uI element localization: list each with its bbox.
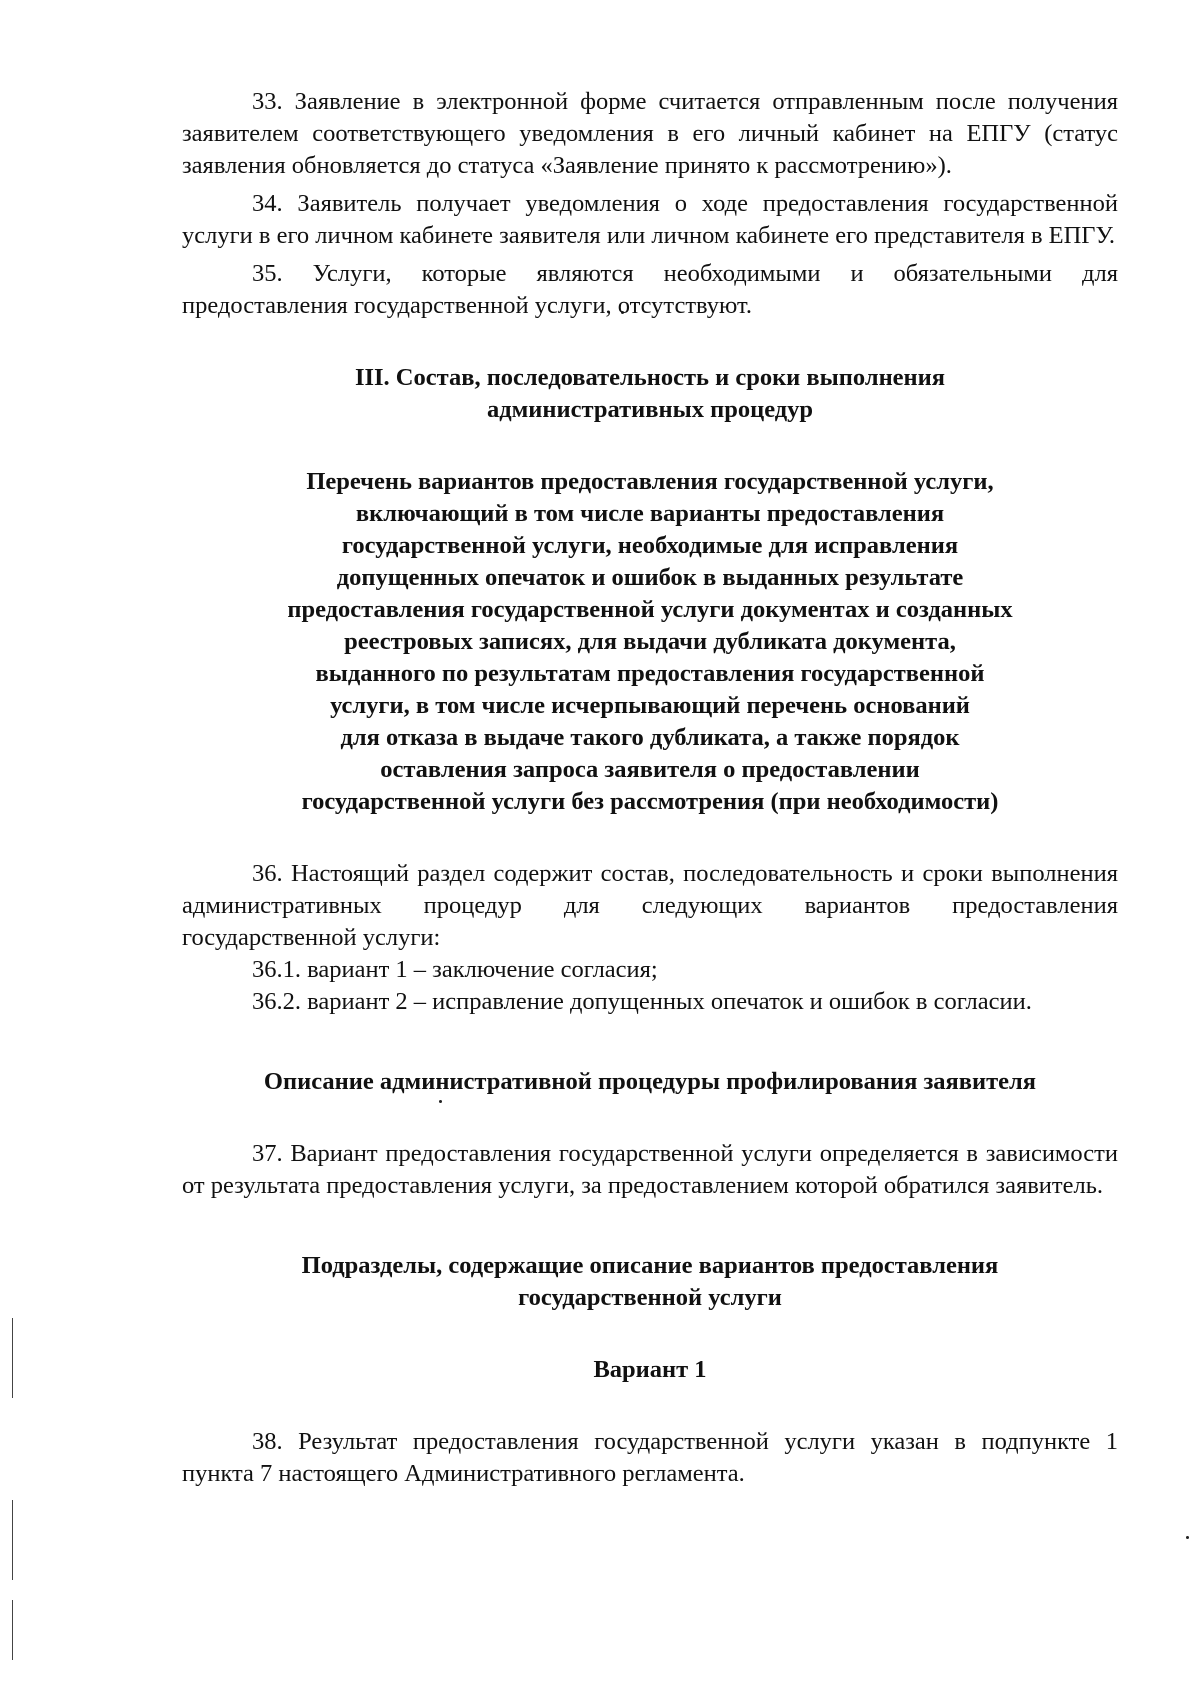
subsection-heading-line: реестровых записях, для выдачи дубликата документа, (344, 628, 956, 655)
subsection-heading-line: предоставления государственной услуги документах и созданных (287, 596, 1013, 623)
paragraph-33: 33. Заявление в электронной форме считается отправленным после получения заявителем соответствующего уведомления в его личный кабинет на ЕПГУ (статус заявления обновляется до статуса «Заявление принято к рассмотрению»). (182, 88, 1118, 179)
section-heading-line-2: административных процедур (486, 396, 814, 423)
subsection-heading-line: государственной услуги без рассмотрения (при необходимости) (301, 788, 999, 815)
scan-edge-mark (12, 1318, 13, 1398)
subsection-heading-line: государственной услуги, необходимые для исправления (341, 532, 959, 559)
subsection-heading-line: оставления запроса заявителя о предоставлении (380, 756, 920, 783)
subsections-heading-line-1: Подразделы, содержащие описание вариантов предоставления (301, 1252, 999, 1279)
scan-speck (1186, 1536, 1189, 1539)
paragraph-35: 35. Услуги, которые являются необходимыми и обязательными для предоставления государственной услуги, отсутствуют. (182, 260, 1118, 319)
subsection-heading (182, 466, 1118, 818)
subsection-heading-line: допущенных опечаток и ошибок в выданных результате (336, 564, 964, 591)
scan-edge-mark (12, 1500, 13, 1580)
paragraph-34: 34. Заявитель получает уведомления о ходе предоставления государственной услуги в его личном кабинете заявителя или личном кабинете его представителя в ЕПГУ. (182, 190, 1118, 249)
profiling-heading: Описание административной процедуры профилирования заявителя (263, 1068, 1037, 1095)
subsection-heading-line: для отказа в выдаче такого дубликата, а также порядок (340, 724, 960, 751)
paragraph-36-1: 36.1. вариант 1 – заключение согласия; (252, 956, 658, 983)
paragraph-38: 38. Результат предоставления государственной услуги указан в подпункте 1 пункта 7 настоящего Административного регламента. (182, 1428, 1118, 1487)
subsection-heading-line: включающий в том числе варианты предоставления (355, 500, 945, 527)
section-heading-line-1: III. Состав, последовательность и сроки выполнения (354, 364, 946, 391)
paragraph-36: 36. Настоящий раздел содержит состав, последовательность и сроки выполнения административных процедур для следующих вариантов предоставления государственной услуги: (182, 860, 1118, 951)
subsection-heading-line: услуги, в том числе исчерпывающий перечень оснований (330, 692, 970, 719)
document-body (182, 86, 1118, 1490)
paragraph-37: 37. Вариант предоставления государственной услуги определяется в зависимости от результата предоставления услуги, за предоставлением которой обратился заявитель. (182, 1140, 1118, 1199)
subsections-heading-line-2: государственной услуги (518, 1284, 782, 1311)
subsection-heading-line: выданного по результатам предоставления государственной (315, 660, 985, 687)
scan-edge-mark (12, 1600, 13, 1660)
subsection-heading-line: Перечень вариантов предоставления государственной услуги, (306, 468, 994, 495)
paragraph-36-2: 36.2. вариант 2 – исправление допущенных опечаток и ошибок в согласии. (252, 988, 1032, 1015)
variant-1-heading: Вариант 1 (593, 1356, 707, 1383)
